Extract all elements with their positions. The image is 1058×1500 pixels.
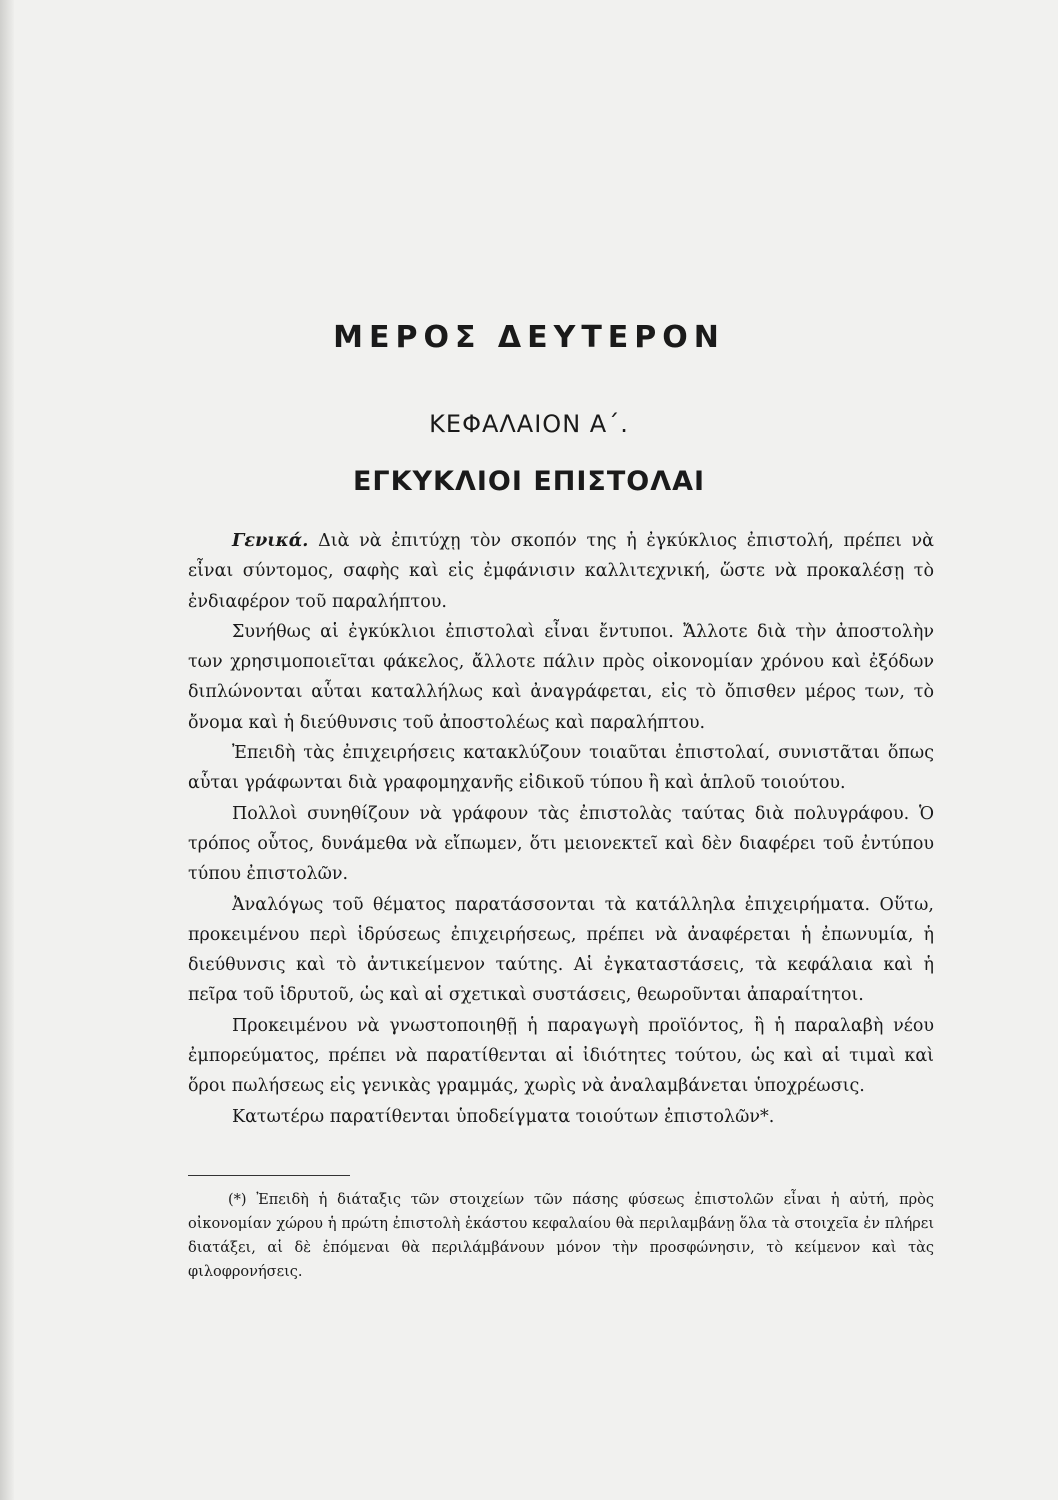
paragraph-lead: Γενικά.	[232, 531, 309, 551]
body-text	[188, 526, 934, 1132]
paragraph-text: Διὰ νὰ ἐπιτύχῃ τὸν σκοπόν της ἡ ἐγκύκλιος ἐπιστολή, πρέπει νὰ εἶναι σύντομος, σαφὴς καὶ εἰς ἐμφάνισιν καλλιτεχνική, ὥστε νὰ προκαλέσῃ τὸ ἐνδιαφέρον τοῦ παραλήπτου.	[188, 531, 934, 612]
paragraph: Ἐπειδὴ τὰς ἐπιχειρήσεις κατακλύζουν τοιαῦται ἐπιστολαί, συνιστᾶται ὅπως αὗται γράφωνται διὰ γραφομηχανῆς εἰδικοῦ τύπου ἢ καὶ ἁπλοῦ τοιούτου.	[188, 743, 934, 794]
footnote-divider	[188, 1175, 350, 1176]
paragraph: Πολλοὶ συνηθίζουν νὰ γράφουν τὰς ἐπιστολὰς ταύτας διὰ πολυγράφου. Ὁ τρόπος οὗτος, δυνάμεθα νὰ εἴπωμεν, ὅτι μειονεκτεῖ καὶ δὲν διαφέρει τοῦ ἐντύπου τύπου ἐπιστολῶν.	[188, 803, 934, 885]
footnote: (*) Ἐπειδὴ ἡ διάταξις τῶν στοιχείων τῶν πάσης φύσεως ἐπιστολῶν εἶναι ἡ αὐτή, πρὸς οἰκονομίαν χώρου ἡ πρώτη ἐπιστολὴ ἑκάστου κεφαλαίου θὰ περιλαμβάνῃ ὅλα τὰ στοιχεῖα ἐν πλήρει διατάξει, αἱ δὲ ἑπόμεναι θὰ περιλάμβάνουν μόνον τὴν προσφώνησιν, τὸ κείμενον καὶ τὰς φιλοφρονήσεις.	[188, 1192, 934, 1280]
paragraph: Προκειμένου νὰ γνωστοποιηθῇ ἡ παραγωγὴ προϊόντος, ἢ ἡ παραλαβὴ νέου ἐμπορεύματος, πρέπει νὰ παρατίθενται αἱ ἰδιότητες τούτου, ὡς καὶ αἱ τιμαὶ καὶ ὅροι πωλήσεως εἰς γενικὰς γραμμάς, χωρὶς νὰ ἀναλαμβάνεται ὑποχρέωσις.	[188, 1015, 934, 1097]
paragraph: Ἀναλόγως τοῦ θέματος παρατάσσονται τὰ κατάλληλα ἐπιχειρήματα. Οὕτω, προκειμένου περὶ ἱδρύσεως ἐπιχειρήσεως, πρέπει νὰ ἀναφέρεται ἡ ἐπωνυμία, ἡ διεύθυνσις καὶ τὸ ἀντικείμενον ταύτης. Αἱ ἐγκαταστάσεις, τὰ κεφάλαια καὶ ἡ πεῖρα τοῦ ἱδρυτοῦ, ὡς καὶ αἱ σχετικαὶ συστάσεις, θεωροῦνται ἀπαραίτητοι.	[188, 894, 934, 1006]
bleed-through-shadow	[192, 180, 932, 311]
paragraph-general	[188, 526, 934, 617]
page-edge	[0, 0, 14, 1500]
paragraph: Κατωτέρω παρατίθενται ὑποδείγματα τοιούτων ἐπιστολῶν*.	[232, 1106, 775, 1127]
chapter-title: ΚΕΦΑΛΑΙΟΝ Α΄.	[429, 410, 629, 438]
section-title: ΕΓΚΥΚΛΙΟΙ ΕΠΙΣΤΟΛΑΙ	[352, 466, 706, 497]
paragraph: Συνήθως αἱ ἐγκύκλιοι ἐπιστολαὶ εἶναι ἔντυποι. Ἄλλοτε διὰ τὴν ἀποστολὴν των χρησιμοποιεῖται φάκελος, ἄλλοτε πάλιν πρὸς οἰκονομίαν χρόνου καὶ ἐξόδων διπλώνονται αὗται καταλλήλως καὶ ἀναγράφεται, εἰς τὸ ὄπισθεν μέρος των, τὸ ὄνομα καὶ ἡ διεύθυνσις τοῦ ἀποστολέως καὶ παραλήπτου.	[188, 621, 934, 733]
part-title: ΜΕΡΟΣ ΔΕΥΤΕΡΟΝ	[333, 320, 725, 355]
